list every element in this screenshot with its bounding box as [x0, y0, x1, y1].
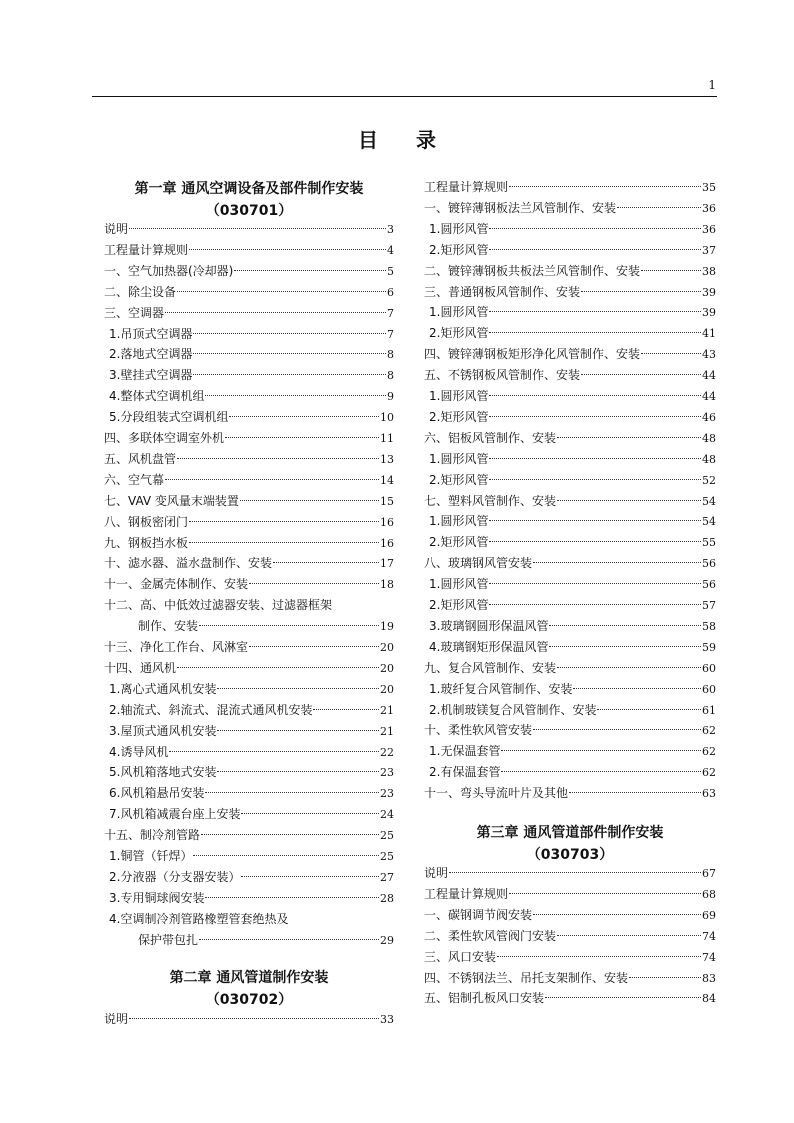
toc-entry-label: 十二、高、中低效过滤器安装、过滤器框架: [104, 598, 333, 613]
toc-entry: [424, 386, 716, 406]
toc-entry-page: 56: [702, 578, 716, 592]
toc-entry-label: 7.风机箱减震台座上安装: [109, 807, 241, 822]
toc-entry-label: 十一、弯头导流叶片及其他: [424, 786, 569, 801]
toc-title: 目录: [358, 128, 474, 152]
toc-entry-label: 6.风机箱悬吊安装: [109, 786, 205, 801]
toc-entry-page: 21: [380, 703, 394, 717]
toc-entry-page: 44: [702, 390, 716, 403]
toc-entry-label: 制作、安装: [138, 619, 199, 634]
toc-entry: [104, 344, 394, 364]
toc-leader-dots: [581, 374, 701, 375]
toc-leader-dots: [249, 583, 379, 584]
toc-leader-dots: [240, 500, 379, 501]
toc-entry-page: 7: [387, 306, 394, 320]
toc-entry-page: 23: [380, 766, 394, 780]
toc-entry-page: 46: [702, 410, 716, 424]
chapter-1-code: （030701）: [205, 203, 293, 219]
toc-entry: [424, 261, 716, 281]
toc-entry: [104, 804, 394, 824]
toc-entry: [424, 177, 716, 197]
toc-entry: [424, 532, 716, 552]
toc-leader-dots: [193, 374, 386, 375]
toc-entry: [104, 240, 394, 260]
toc-entry: [104, 470, 394, 490]
toc-leader-dots: [205, 792, 379, 793]
toc-entry-label: 1.离心式通风机安装: [109, 681, 217, 696]
toc-entry-label: 一、空气加热器(冷却器): [104, 263, 234, 278]
toc-entry-label: 1.圆形风管: [429, 221, 489, 236]
toc-entry: [104, 449, 394, 469]
toc-entry-page: 35: [702, 181, 716, 194]
toc-leader-dots: [489, 311, 701, 312]
toc-entry-page: 56: [702, 557, 716, 571]
toc-leader-dots: [641, 353, 701, 354]
toc-entry: [424, 637, 716, 657]
toc-entry-label: 4.空调制冷剂管路橡塑管套绝热及: [109, 911, 289, 926]
toc-entry-page: 69: [702, 908, 716, 922]
toc-entry-label: 4.玻璃钢矩形保温风管: [429, 639, 549, 654]
toc-entry: [424, 198, 716, 218]
toc-entry: [104, 930, 394, 950]
toc-entry-label: 2.落地式空调器: [109, 347, 193, 362]
toc-entry-label: 1.圆形风管: [429, 451, 489, 466]
toc-entry: [104, 595, 394, 615]
toc-entry: [424, 741, 716, 761]
toc-entry-page: 55: [702, 536, 716, 550]
toc-leader-dots: [217, 730, 379, 731]
toc-entry-page: 48: [702, 452, 716, 466]
toc-entry-label: 工程量计算规则: [104, 242, 189, 257]
toc-entry: [424, 323, 716, 343]
toc-entry: [104, 742, 394, 762]
toc-entry-page: 21: [380, 724, 394, 738]
toc-entry-label: 十、滤水器、溢水盘制作、安装: [104, 556, 273, 571]
toc-entry-label: 2.机制玻镁复合风管制作、安装: [429, 702, 597, 717]
toc-entry-label: 七、塑料风管制作、安装: [424, 493, 557, 508]
toc-entry: [104, 679, 394, 699]
toc-entry: [424, 720, 716, 740]
toc-leader-dots: [193, 855, 379, 856]
toc-entry-page: 48: [702, 431, 716, 445]
toc-leader-dots: [199, 939, 379, 940]
toc-entry: [424, 884, 716, 904]
toc-entry-page: 20: [380, 641, 394, 654]
toc-entry: [424, 988, 716, 1008]
toc-entry-page: 74: [702, 929, 716, 943]
toc-entry-label: 1.无保温套管: [429, 744, 501, 759]
toc-entry-page: 14: [380, 473, 394, 487]
toc-entry-label: 九、钢板挡水板: [104, 535, 189, 550]
toc-entry-page: 57: [702, 599, 716, 612]
toc-leader-dots: [617, 207, 701, 208]
toc-entry: [104, 637, 394, 657]
toc-entry-label: 二、柔性软风管阀门安装: [424, 928, 557, 943]
toc-entry-label: 说明: [424, 866, 449, 880]
toc-entry-page: 11: [380, 432, 394, 445]
toc-leader-dots: [189, 521, 379, 522]
toc-entry-label: 4.整体式空调机组: [109, 389, 205, 404]
toc-entry-page: 62: [702, 745, 716, 759]
toc-leader-dots: [489, 583, 701, 584]
toc-entry-page: 44: [702, 369, 716, 383]
toc-entry-page: 16: [380, 536, 394, 550]
header-rule: [92, 96, 717, 97]
toc-entry: [424, 926, 716, 946]
toc-entry: [424, 240, 716, 260]
chapter-2-title: 第二章 通风管道制作安装: [169, 970, 329, 986]
toc-leader-dots: [177, 291, 386, 292]
toc-leader-dots: [549, 625, 701, 626]
toc-entry: [104, 1009, 394, 1029]
toc-entry-label: 2.矩形风管: [429, 409, 489, 424]
toc-entry-label: 六、空气幕: [104, 472, 165, 487]
toc-leader-dots: [489, 479, 701, 480]
toc-leader-dots: [241, 876, 379, 877]
toc-entry-label: 十五、制冷剂管路: [104, 828, 201, 843]
toc-entry-page: 16: [380, 515, 394, 529]
toc-entry-label: 2.矩形风管: [429, 242, 489, 257]
toc-entry-page: 83: [702, 971, 716, 985]
toc-entry-label: 三、普通钢板风管制作、安装: [424, 284, 581, 299]
toc-entry: [424, 658, 716, 678]
toc-entry: [104, 261, 394, 281]
toc-entry-label: 2.矩形风管: [429, 535, 489, 550]
toc-entry-page: 36: [702, 222, 716, 236]
toc-entry: [104, 407, 394, 427]
toc-entry: [424, 407, 716, 427]
toc-entry-label: 一、镀锌薄钢板法兰风管制作、安装: [424, 200, 617, 215]
toc-entry: [104, 574, 394, 594]
toc-entry-page: 67: [702, 867, 716, 880]
toc-entry: [424, 449, 716, 469]
toc-entry: [424, 282, 716, 302]
toc-leader-dots: [489, 416, 701, 417]
toc-entry: [104, 219, 394, 239]
toc-entry-label: 七、VAV 变风量末端装置: [104, 493, 239, 508]
toc-entry-label: 3.壁挂式空调器: [109, 368, 193, 383]
toc-entry-page: 43: [702, 348, 716, 362]
toc-leader-dots: [509, 893, 701, 894]
toc-leader-dots: [597, 709, 701, 710]
toc-entry: [424, 428, 716, 448]
toc-entry-page: 33: [380, 1013, 394, 1026]
toc-entry-label: 1.圆形风管: [429, 577, 489, 592]
chapter-3-title: 第三章 通风管道部件制作安装: [476, 825, 664, 841]
toc-entry-page: 9: [387, 390, 394, 404]
toc-leader-dots: [165, 479, 379, 480]
toc-entry: [104, 324, 394, 344]
toc-entry-label: 四、镀锌薄钢板矩形净化风管制作、安装: [424, 347, 641, 362]
toc-leader-dots: [533, 914, 701, 915]
toc-leader-dots: [545, 997, 701, 998]
toc-entry-page: 58: [702, 619, 716, 633]
toc-leader-dots: [557, 667, 701, 668]
chapter-1-title: 第一章 通风空调设备及部件制作安装: [134, 181, 364, 197]
toc-leader-dots: [193, 353, 386, 354]
toc-entry-page: 25: [380, 850, 394, 863]
toc-entry-page: 15: [380, 494, 394, 508]
toc-leader-dots: [177, 458, 379, 459]
toc-leader-dots: [489, 541, 701, 542]
toc-entry-page: 23: [380, 787, 394, 801]
toc-entry: [424, 783, 716, 803]
toc-entry-page: 5: [387, 264, 394, 278]
toc-leader-dots: [641, 270, 701, 271]
toc-entry: [104, 533, 394, 553]
toc-leader-dots: [629, 977, 701, 978]
toc-entry-label: 1.圆形风管: [429, 389, 489, 403]
toc-entry: [104, 867, 394, 887]
toc-entry: [104, 721, 394, 741]
toc-leader-dots: [241, 813, 379, 814]
toc-entry-label: 八、钢板密闭门: [104, 514, 189, 529]
toc-entry-label: 2.分液器（分支器安装）: [109, 869, 241, 884]
toc-entry-page: 19: [380, 620, 394, 634]
toc-leader-dots: [189, 542, 379, 543]
toc-entry-label: 3.屋顶式通风机安装: [109, 723, 217, 738]
toc-entry-page: 61: [702, 703, 716, 717]
toc-entry-label: 1.吊顶式空调器: [109, 326, 193, 341]
toc-entry: [424, 553, 716, 573]
toc-leader-dots: [533, 729, 701, 730]
toc-leader-dots: [557, 935, 701, 936]
toc-entry-label: 三、空调器: [104, 305, 165, 320]
toc-entry-label: 2.有保温套管: [429, 765, 501, 780]
toc-entry: [424, 762, 716, 782]
toc-entry-label: 说明: [104, 222, 129, 236]
toc-entry-page: 54: [702, 494, 716, 508]
toc-leader-dots: [313, 709, 379, 710]
toc-entry-page: 28: [380, 891, 394, 905]
toc-entry-page: 4: [387, 243, 394, 257]
toc-entry: [104, 491, 394, 511]
toc-entry-page: 20: [380, 661, 394, 675]
toc-leader-dots: [129, 228, 386, 229]
toc-entry-label: 十一、金属壳体制作、安装: [104, 577, 249, 592]
toc-entry: [104, 303, 394, 323]
toc-leader-dots: [557, 500, 701, 501]
toc-leader-dots: [177, 667, 379, 668]
toc-entry: [104, 909, 394, 929]
toc-entry-page: 52: [702, 473, 716, 487]
toc-entry-label: 说明: [104, 1012, 129, 1026]
toc-entry: [104, 282, 394, 302]
toc-entry-page: 17: [380, 557, 394, 571]
toc-entry: [104, 386, 394, 406]
toc-leader-dots: [205, 395, 386, 396]
toc-leader-dots: [189, 249, 386, 250]
toc-entry-page: 37: [702, 243, 716, 257]
toc-entry: [104, 846, 394, 866]
toc-entry: [104, 428, 394, 448]
toc-entry-page: 62: [702, 724, 716, 738]
toc-entry-page: 62: [702, 766, 716, 780]
toc-entry-label: 工程量计算规则: [424, 886, 509, 901]
toc-entry: [424, 511, 716, 531]
toc-entry-label: 1.圆形风管: [429, 514, 489, 529]
toc-entry: [424, 947, 716, 967]
toc-entry-page: 20: [380, 682, 394, 696]
toc-entry: [104, 700, 394, 720]
toc-entry-label: 5.分段组装式空调机组: [109, 410, 229, 425]
toc-entry-label: 三、风口安装: [424, 949, 497, 964]
toc-entry-page: 18: [380, 578, 394, 592]
toc-entry-page: 6: [387, 285, 394, 299]
toc-entry-page: 41: [702, 327, 716, 341]
toc-entry: [424, 863, 716, 883]
toc-entry-label: 一、碳钢调节阀安装: [424, 907, 533, 922]
toc-leader-dots: [533, 562, 701, 563]
toc-entry: [424, 574, 716, 594]
toc-entry-label: 五、铝制孔板风口安装: [424, 991, 545, 1006]
toc-entry-page: 10: [380, 411, 394, 425]
toc-entry-page: 3: [387, 223, 394, 236]
toc-entry: [424, 302, 716, 322]
toc-leader-dots: [569, 792, 701, 793]
toc-leader-dots: [549, 646, 701, 647]
toc-entry-page: 27: [380, 870, 394, 884]
toc-entry: [104, 658, 394, 678]
toc-entry-label: 四、不锈钢法兰、吊托支架制作、安装: [424, 970, 629, 985]
toc-leader-dots: [217, 771, 379, 772]
toc-leader-dots: [501, 750, 701, 751]
toc-leader-dots: [129, 1018, 379, 1019]
toc-entry: [424, 968, 716, 988]
toc-leader-dots: [229, 416, 379, 417]
chapter-2-code: （030702）: [205, 992, 293, 1008]
toc-entry-label: 六、铝板风管制作、安装: [424, 430, 557, 445]
toc-entry-label: 五、不锈钢板风管制作、安装: [424, 368, 581, 383]
toc-entry-label: 2.轴流式、斜流式、混流式通风机安装: [109, 702, 313, 717]
toc-entry: [424, 595, 716, 615]
toc-entry-label: 1.圆形风管: [429, 305, 489, 320]
toc-entry: [424, 616, 716, 636]
toc-entry-label: 十、柔性软风管安装: [424, 723, 533, 738]
toc-entry-page: 13: [380, 452, 394, 466]
toc-leader-dots: [489, 249, 701, 250]
toc-leader-dots: [489, 228, 701, 229]
toc-entry: [424, 470, 716, 490]
chapter-3-code: （030703）: [526, 847, 614, 863]
toc-entry: [104, 512, 394, 532]
toc-entry-page: 39: [702, 285, 716, 299]
toc-leader-dots: [205, 897, 379, 898]
toc-leader-dots: [573, 688, 701, 689]
toc-entry-label: 八、玻璃钢风管安装: [424, 556, 533, 571]
toc-entry-label: 保护带包扎: [138, 932, 199, 947]
toc-entry-page: 7: [387, 327, 394, 341]
toc-leader-dots: [199, 625, 379, 626]
toc-leader-dots: [489, 604, 701, 605]
toc-entry-page: 25: [380, 829, 394, 843]
toc-leader-dots: [501, 771, 701, 772]
toc-entry: [104, 888, 394, 908]
toc-entry-page: 39: [702, 306, 716, 320]
toc-entry-label: 五、风机盘管: [104, 451, 177, 466]
toc-entry: [424, 491, 716, 511]
toc-entry: [424, 365, 716, 385]
toc-entry: [104, 365, 394, 385]
toc-leader-dots: [557, 437, 701, 438]
toc-entry-label: 4.诱导风机: [109, 744, 169, 759]
page-number: 1: [708, 78, 716, 92]
toc-entry-page: 24: [380, 808, 394, 822]
toc-leader-dots: [234, 270, 386, 271]
toc-entry-page: 8: [387, 369, 394, 383]
toc-leader-dots: [497, 956, 701, 957]
toc-leader-dots: [449, 872, 701, 873]
toc-entry: [104, 762, 394, 782]
toc-entry: [104, 825, 394, 845]
toc-leader-dots: [489, 332, 701, 333]
toc-entry-label: 二、镀锌薄钢板共板法兰风管制作、安装: [424, 263, 641, 278]
toc-entry-label: 2.矩形风管: [429, 598, 489, 612]
toc-leader-dots: [225, 437, 379, 438]
toc-entry-page: 74: [702, 950, 716, 964]
toc-leader-dots: [509, 186, 701, 187]
toc-entry: [104, 783, 394, 803]
toc-entry-page: 68: [702, 887, 716, 901]
toc-entry-page: 60: [702, 661, 716, 675]
toc-entry-label: 1.玻纤复合风管制作、安装: [429, 681, 573, 696]
toc-leader-dots: [249, 646, 379, 647]
toc-entry: [424, 219, 716, 239]
toc-leader-dots: [489, 520, 701, 521]
toc-entry-label: 1.铜管（钎焊）: [109, 849, 193, 863]
toc-entry-page: 36: [702, 201, 716, 215]
toc-entry-page: 59: [702, 640, 716, 654]
toc-entry-label: 2.矩形风管: [429, 472, 489, 487]
toc-entry: [424, 700, 716, 720]
toc-entry-label: 四、多联体空调室外机: [104, 431, 225, 445]
toc-leader-dots: [193, 333, 386, 334]
toc-leader-dots: [273, 562, 379, 563]
toc-entry-label: 二、除尘设备: [104, 284, 177, 299]
toc-entry-label: 3.专用铜球阀安装: [109, 890, 205, 905]
toc-entry-page: 38: [702, 264, 716, 278]
toc-leader-dots: [581, 291, 701, 292]
toc-entry-page: 63: [702, 787, 716, 801]
toc-leader-dots: [489, 458, 701, 459]
toc-entry-page: 54: [702, 515, 716, 529]
toc-leader-dots: [169, 751, 379, 752]
toc-leader-dots: [165, 312, 386, 313]
toc-leader-dots: [217, 688, 379, 689]
toc-entry-page: 60: [702, 682, 716, 696]
toc-entry: [424, 905, 716, 925]
toc-entry: [104, 553, 394, 573]
toc-entry-label: 3.玻璃钢圆形保温风管: [429, 618, 549, 633]
toc-leader-dots: [489, 395, 701, 396]
toc-entry-page: 8: [387, 348, 394, 362]
toc-entry: [424, 679, 716, 699]
toc-entry-page: 84: [702, 992, 716, 1006]
toc-entry-label: 九、复合风管制作、安装: [424, 660, 557, 675]
toc-entry-page: 22: [380, 745, 394, 759]
toc-entry-label: 十三、净化工作台、风淋室: [104, 640, 249, 654]
toc-entry: [104, 616, 394, 636]
toc-entry-label: 5.风机箱落地式安装: [109, 765, 217, 780]
toc-entry-page: 29: [380, 933, 394, 947]
toc-entry-label: 十四、通风机: [104, 660, 177, 675]
toc-entry-label: 2.矩形风管: [429, 326, 489, 341]
toc-leader-dots: [201, 834, 379, 835]
toc-entry-label: 工程量计算规则: [424, 180, 509, 194]
toc-entry: [424, 344, 716, 364]
